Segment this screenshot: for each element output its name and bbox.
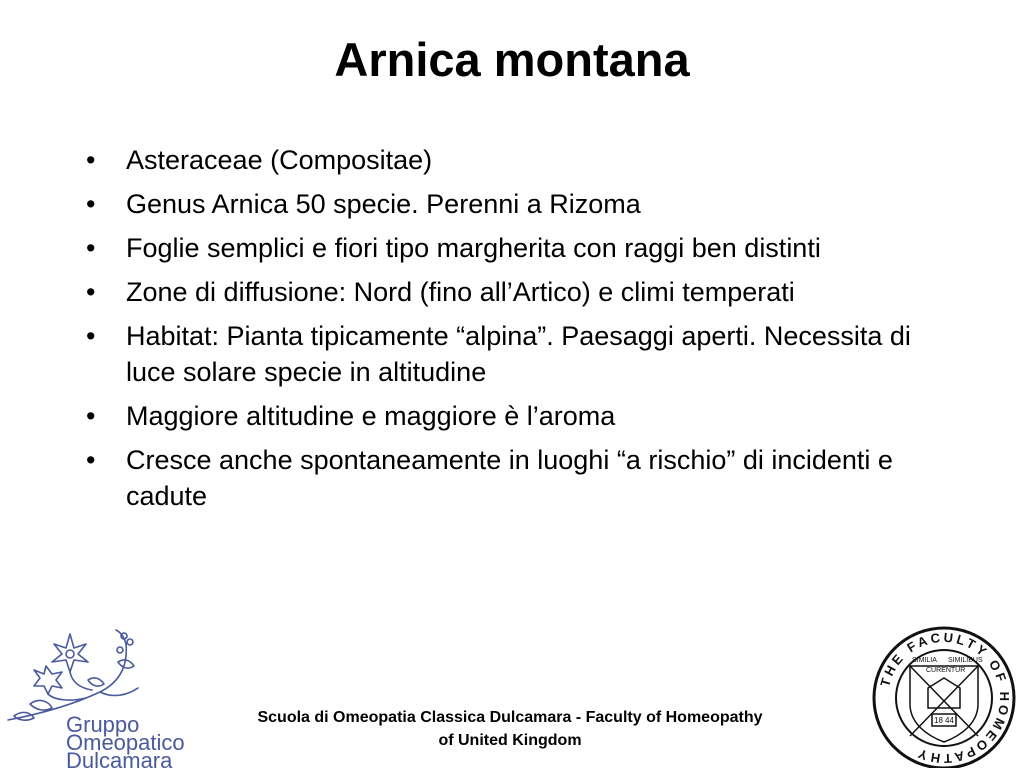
bullet-text: Habitat: Pianta tipicamente “alpina”. Paesaggi aperti. Necessita di luce solare specie in altitudine: [126, 321, 911, 387]
seal-motto-bottom: CURENTUR: [926, 667, 966, 674]
bullet-text: Foglie semplici e fiori tipo margherita con raggi ben distinti: [126, 233, 821, 263]
flower-illustration-icon: [8, 630, 138, 720]
bullet-item: [84, 442, 944, 514]
bullet-marker: •: [86, 445, 96, 475]
dulcamara-logo: [0, 622, 192, 768]
seal-year-left: 18: [934, 716, 943, 725]
bullet-marker: •: [86, 277, 96, 307]
bullet-list: [84, 142, 944, 522]
footer-line-1: Scuola di Omeopatia Classica Dulcamara - Faculty of Homeopathy: [257, 709, 763, 726]
slide-title: Arnica montana: [334, 33, 690, 86]
faculty-of-homeopathy-seal: [864, 626, 1024, 768]
seal-ring-textpath: THE FACULTY OF HOMEOPATHY: [877, 629, 1013, 767]
bullet-text: Zone di diffusione: Nord (fino all’Artico) e climi temperati: [126, 277, 795, 307]
logo-line-gruppo: Gruppo: [66, 712, 140, 737]
bullet-item: [84, 318, 944, 390]
bullet-marker: •: [86, 321, 96, 351]
bullet-marker: •: [86, 401, 96, 431]
seal-shield-icon: [910, 666, 978, 742]
bullet-marker: •: [86, 233, 96, 263]
bullet-text: Asteraceae (Compositae): [126, 145, 433, 175]
bullet-item: [84, 398, 944, 434]
bullet-marker: •: [86, 145, 96, 175]
footer: [200, 706, 820, 752]
seal-year-right: 44: [945, 716, 954, 725]
bullet-marker: •: [86, 189, 96, 219]
logo-line-omeopatico: Omeopatico: [66, 730, 185, 755]
seal-motto-left: SIMILIA: [912, 657, 937, 664]
bullet-text: Genus Arnica 50 specie. Perenni a Rizoma: [126, 189, 641, 219]
bullet-item: [84, 230, 944, 266]
bullet-item: [84, 186, 944, 222]
logo-line-dulcamara: Dulcamara: [66, 748, 173, 768]
bullet-item: [84, 274, 944, 310]
bullet-text: Cresce anche spontaneamente in luoghi “a rischio” di incidenti e cadute: [126, 445, 893, 511]
footer-line-2: of United Kingdom: [438, 732, 582, 749]
bullet-text: Maggiore altitudine e maggiore è l’aroma: [126, 401, 616, 431]
seal-motto-right: SIMILIBUS: [948, 657, 983, 664]
bullet-item: [84, 142, 944, 178]
